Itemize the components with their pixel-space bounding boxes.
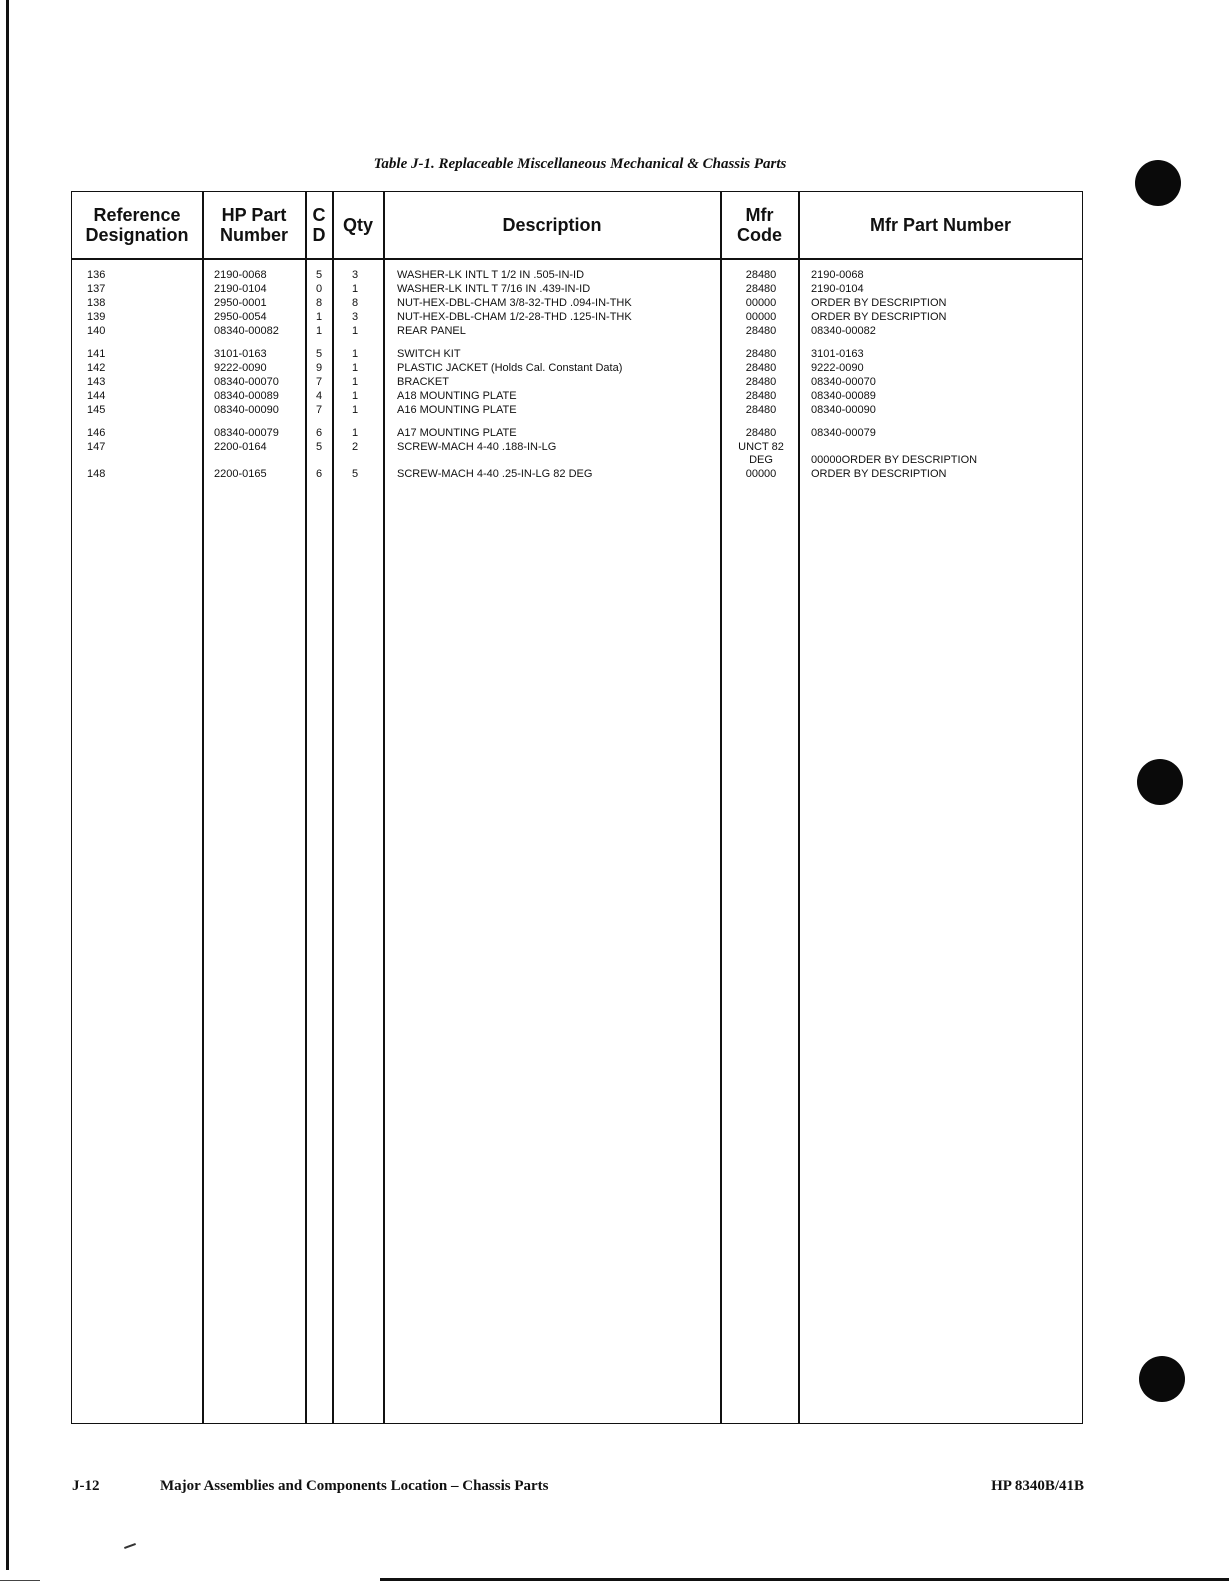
cell-qty: 1 [352, 325, 359, 337]
header-reference-designation: Reference Designation [85, 205, 189, 245]
bottom-edge-line-left [0, 1580, 40, 1581]
cell-cd: 1 [316, 311, 323, 323]
cell-mfr-code: 28480 [745, 362, 777, 374]
cell-cd: 1 [316, 325, 323, 337]
cell-qty: 1 [352, 362, 359, 374]
cell-mfr-code: 28480 [745, 269, 777, 281]
cell-mfr-part-number-continued: 00000ORDER BY DESCRIPTION [811, 454, 978, 466]
cell-hp-part-number: 08340-00089 [214, 390, 279, 402]
column-divider [332, 192, 334, 1423]
cell-description: SCREW-MACH 4-40 .188-IN-LG [397, 441, 557, 453]
cell-qty: 1 [352, 404, 359, 416]
cell-mfr-code: 00000 [745, 468, 777, 480]
cell-mfr-code: 00000 [745, 297, 777, 309]
column-divider [305, 192, 307, 1423]
cell-cd: 0 [316, 283, 323, 295]
cell-qty: 5 [352, 468, 359, 480]
cell-mfr-code: 28480 [745, 325, 777, 337]
cell-description: NUT-HEX-DBL-CHAM 3/8-32-THD .094-IN-THK [397, 297, 632, 309]
cell-reference: 139 [87, 311, 106, 323]
cell-reference: 146 [87, 427, 106, 439]
cell-mfr-part-number: 3101-0163 [811, 348, 864, 360]
table-title: Table J-1. Replaceable Miscellaneous Mechanical & Chassis Parts [373, 156, 787, 172]
cell-description: WASHER-LK INTL T 1/2 IN .505-IN-ID [397, 269, 585, 281]
cell-mfr-part-number: 2190-0068 [811, 269, 864, 281]
cell-description: SWITCH KIT [397, 348, 461, 360]
cell-mfr-code: 00000 [745, 311, 777, 323]
cell-mfr-code: 28480 [745, 427, 777, 439]
cell-qty: 1 [352, 427, 359, 439]
footer-page-number: J-12 [72, 1478, 100, 1494]
cell-mfr-part-number: ORDER BY DESCRIPTION [811, 311, 947, 323]
cell-description: BRACKET [397, 376, 449, 388]
cell-reference: 147 [87, 441, 106, 453]
cell-hp-part-number: 08340-00079 [214, 427, 279, 439]
binding-edge-line [6, 0, 9, 1570]
cell-cd: 4 [316, 390, 323, 402]
cell-qty: 1 [352, 390, 359, 402]
cell-hp-part-number: 2200-0165 [214, 468, 267, 480]
cell-mfr-part-number: ORDER BY DESCRIPTION [811, 297, 947, 309]
header-description: Description [502, 215, 602, 235]
header-qty: Qty [342, 215, 373, 235]
cell-cd: 9 [316, 362, 323, 374]
cell-cd: 6 [316, 427, 323, 439]
cell-mfr-code: 28480 [745, 404, 777, 416]
cell-mfr-code: 28480 [745, 376, 777, 388]
cell-hp-part-number: 2190-0068 [214, 269, 267, 281]
cell-qty: 1 [352, 348, 359, 360]
header-mfr-part-number: Mfr Part Number [869, 215, 1012, 235]
cell-mfr-part-number: 08340-00070 [811, 376, 876, 388]
column-divider [383, 192, 385, 1423]
cell-qty: 8 [352, 297, 359, 309]
header-mfr-code: Mfr Code [737, 205, 782, 245]
cell-mfr-code: 28480 [745, 283, 777, 295]
cell-hp-part-number: 2950-0054 [214, 311, 267, 323]
cell-hp-part-number: 2200-0164 [214, 441, 267, 453]
cell-cd: 5 [316, 441, 323, 453]
cell-mfr-code-continued: DEG [749, 454, 773, 466]
cell-mfr-code: 28480 [745, 390, 777, 402]
cell-hp-part-number: 08340-00082 [214, 325, 279, 337]
cell-description: REAR PANEL [397, 325, 466, 337]
cell-reference: 144 [87, 390, 106, 402]
cell-mfr-part-number: 2190-0104 [811, 283, 864, 295]
header-hp-part-number: HP Part Number [219, 205, 288, 245]
cell-hp-part-number: 08340-00070 [214, 376, 279, 388]
cell-cd: 7 [316, 404, 323, 416]
cell-cd: 6 [316, 468, 323, 480]
punch-hole-middle [1137, 759, 1183, 805]
cell-hp-part-number: 3101-0163 [214, 348, 267, 360]
cell-hp-part-number: 2950-0001 [214, 297, 267, 309]
cell-description: PLASTIC JACKET (Holds Cal. Constant Data) [397, 362, 623, 374]
footer-model: HP 8340B/41B [991, 1478, 1084, 1494]
parts-table [71, 191, 1083, 1424]
cell-reference: 140 [87, 325, 106, 337]
cell-reference: 136 [87, 269, 106, 281]
scan-mark [124, 1543, 136, 1549]
cell-mfr-part-number: 08340-00089 [811, 390, 876, 402]
bottom-edge-line [380, 1578, 1229, 1581]
cell-mfr-part-number: 08340-00082 [811, 325, 876, 337]
cell-mfr-part-number: 08340-00079 [811, 427, 876, 439]
cell-reference: 138 [87, 297, 106, 309]
cell-qty: 3 [352, 311, 359, 323]
cell-description: A16 MOUNTING PLATE [397, 404, 517, 416]
cell-description: NUT-HEX-DBL-CHAM 1/2-28-THD .125-IN-THK [397, 311, 632, 323]
cell-cd: 7 [316, 376, 323, 388]
footer-section-title: Major Assemblies and Components Location – Chassis Parts [160, 1478, 549, 1494]
cell-mfr-code: UNCT 82 [738, 441, 784, 453]
cell-hp-part-number: 08340-00090 [214, 404, 279, 416]
cell-qty: 1 [352, 283, 359, 295]
cell-description: A17 MOUNTING PLATE [397, 427, 517, 439]
cell-description: SCREW-MACH 4-40 .25-IN-LG 82 DEG [397, 468, 593, 480]
cell-mfr-part-number: ORDER BY DESCRIPTION [811, 468, 947, 480]
cell-reference: 141 [87, 348, 106, 360]
cell-qty: 1 [352, 376, 359, 388]
punch-hole-bottom [1139, 1356, 1185, 1402]
cell-cd: 8 [316, 297, 323, 309]
cell-reference: 142 [87, 362, 106, 374]
cell-reference: 143 [87, 376, 106, 388]
header-divider [72, 258, 1082, 260]
cell-description: A18 MOUNTING PLATE [397, 390, 517, 402]
cell-cd: 5 [316, 348, 323, 360]
cell-mfr-code: 28480 [745, 348, 777, 360]
cell-reference: 145 [87, 404, 106, 416]
cell-qty: 3 [352, 269, 359, 281]
cell-mfr-part-number: 08340-00090 [811, 404, 876, 416]
cell-mfr-part-number: 9222-0090 [811, 362, 864, 374]
cell-reference: 137 [87, 283, 106, 295]
header-cd: C D [312, 205, 326, 245]
column-divider [202, 192, 204, 1423]
cell-qty: 2 [352, 441, 359, 453]
cell-cd: 5 [316, 269, 323, 281]
cell-description: WASHER-LK INTL T 7/16 IN .439-IN-ID [397, 283, 591, 295]
cell-reference: 148 [87, 468, 106, 480]
cell-hp-part-number: 9222-0090 [214, 362, 267, 374]
cell-hp-part-number: 2190-0104 [214, 283, 267, 295]
